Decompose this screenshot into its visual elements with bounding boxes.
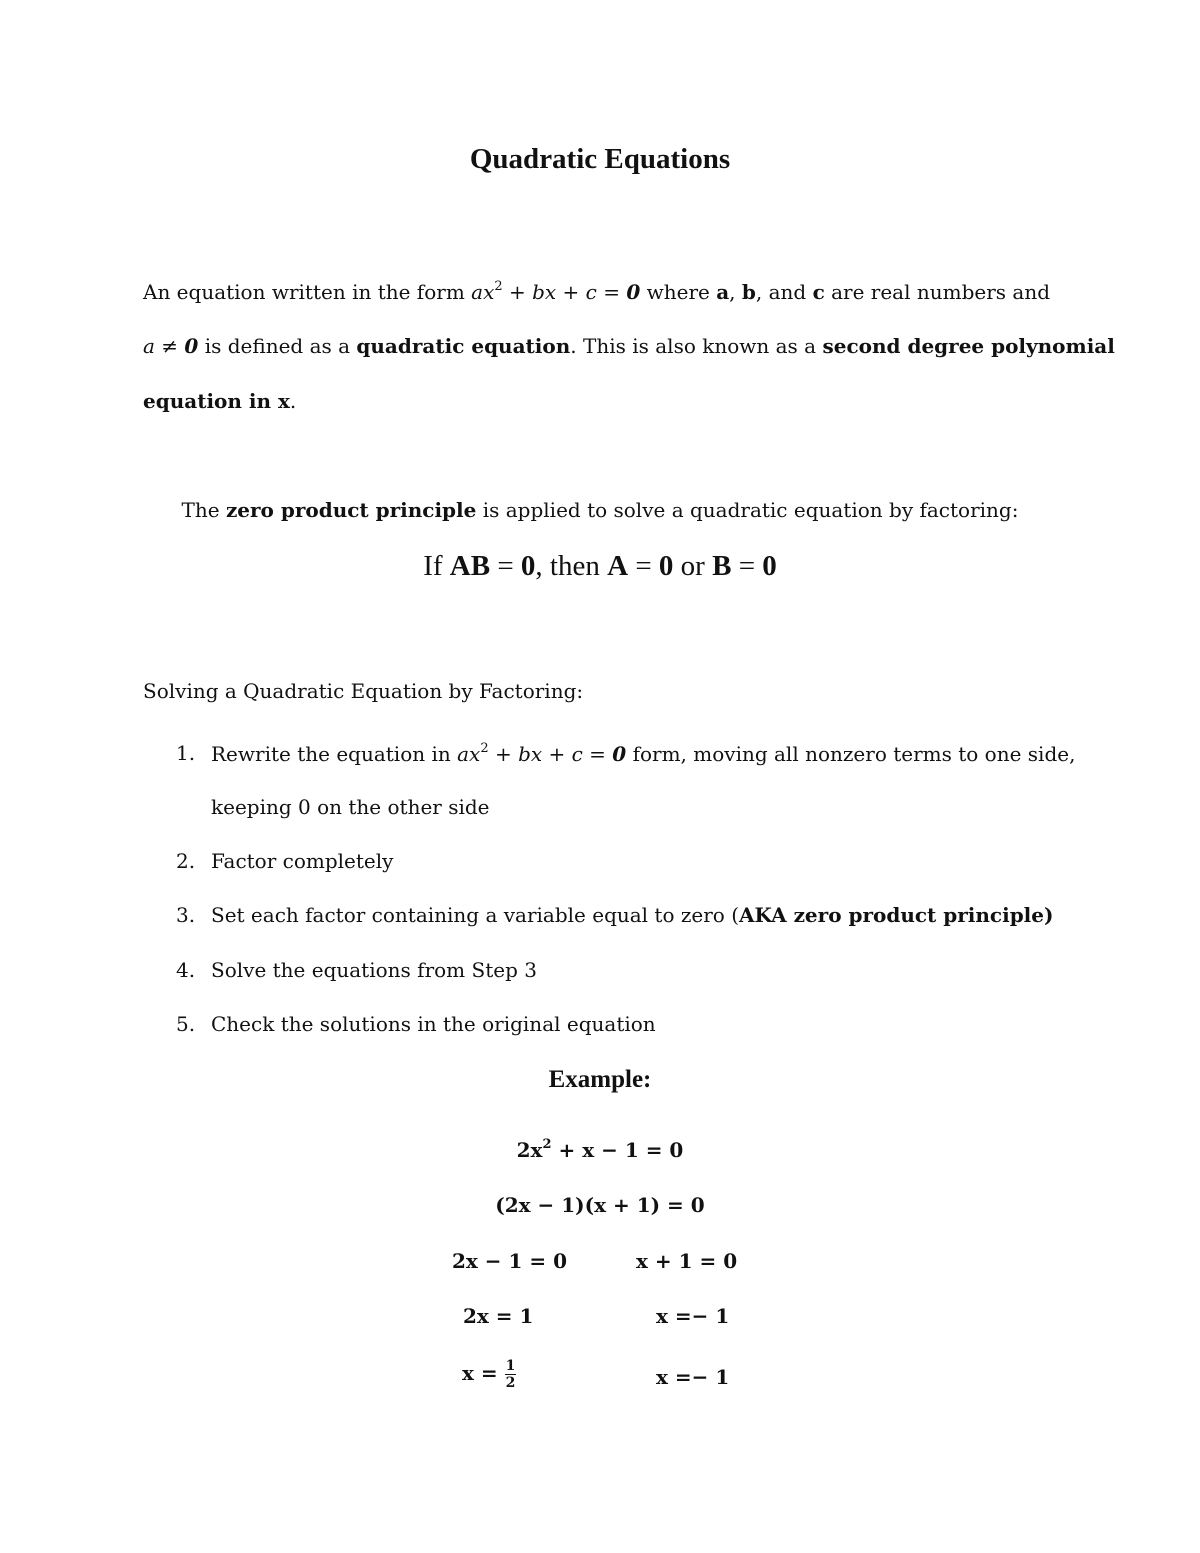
term-equation-in-x: equation in x [143, 389, 290, 413]
example-equation-4-right: x =− 1 [656, 1304, 730, 1328]
steps-heading: Solving a Quadratic Equation by Factoring: [143, 679, 584, 703]
example-equation-5-left: x = $\frac{1}{2}$ [462, 1358, 516, 1391]
step-number: 5. [176, 1012, 196, 1036]
intro-line-3: equation in x. [143, 389, 297, 413]
step-number: 4. [176, 958, 196, 982]
step-1: Rewrite the equation in $ax^2$ + bx + c = 0 form, moving all nonzero terms to one side, [211, 741, 1076, 766]
intro-line-1: An equation written in the form $ax^2$ + bx + c = 0 where a, b, and c are real numbers and [143, 279, 1051, 304]
example-equation-5-right: x =− 1 [656, 1365, 730, 1389]
principle-statement: If AB = 0, then A = 0 or B = 0 [423, 550, 777, 582]
nonzero-condition: a ≠ 0 [143, 334, 199, 358]
step-number: 2. [176, 849, 196, 873]
quadratic-form: $ax^2$ + bx + c = 0 [457, 741, 627, 766]
term-zero-product: zero product principle [225, 498, 477, 522]
example-equation-2: (2x − 1)(x + 1) = 0 [495, 1193, 705, 1217]
example-equation-3-left: 2x − 1 = 0 [452, 1249, 568, 1273]
quadratic-form: $ax^2$ + bx + c = 0 [471, 279, 641, 304]
step-5: Check the solutions in the original equation [211, 1012, 656, 1036]
term-aka-zero-product: AKA zero product principle) [739, 903, 1054, 927]
page-title: Quadratic Equations [469, 143, 731, 175]
example-equation-4-left: 2x = 1 [463, 1304, 534, 1328]
term-second-degree: second degree polynomial [822, 334, 1115, 358]
intro-line-2: a ≠ 0 is defined as a quadratic equation. This is also known as a second degree polynomial [143, 334, 1115, 358]
step-number: 1. [176, 741, 196, 765]
principle-lead: The zero product principle is applied to solve a quadratic equation by factoring: [181, 498, 1019, 522]
intro-text: An equation written in the form [143, 280, 472, 304]
step-number: 3. [176, 903, 196, 927]
var-b: b [741, 280, 756, 304]
var-c: c [812, 280, 825, 304]
fraction-one-half: $\frac{1}{2}$ [505, 1358, 516, 1391]
example-equation-1: $2x^2 + x - 1 = 0$ [516, 1137, 684, 1162]
step-3: Set each factor containing a variable equal to zero (AKA zero product principle) [211, 903, 1054, 927]
step-2: Factor completely [211, 849, 394, 873]
step-1-continued: keeping 0 on the other side [211, 795, 490, 819]
var-a: a [716, 280, 730, 304]
step-4: Solve the equations from Step 3 [211, 958, 537, 982]
example-equation-3-right: x + 1 = 0 [636, 1249, 738, 1273]
example-heading: Example: [548, 1066, 652, 1093]
term-quadratic-equation: quadratic equation [356, 334, 571, 358]
